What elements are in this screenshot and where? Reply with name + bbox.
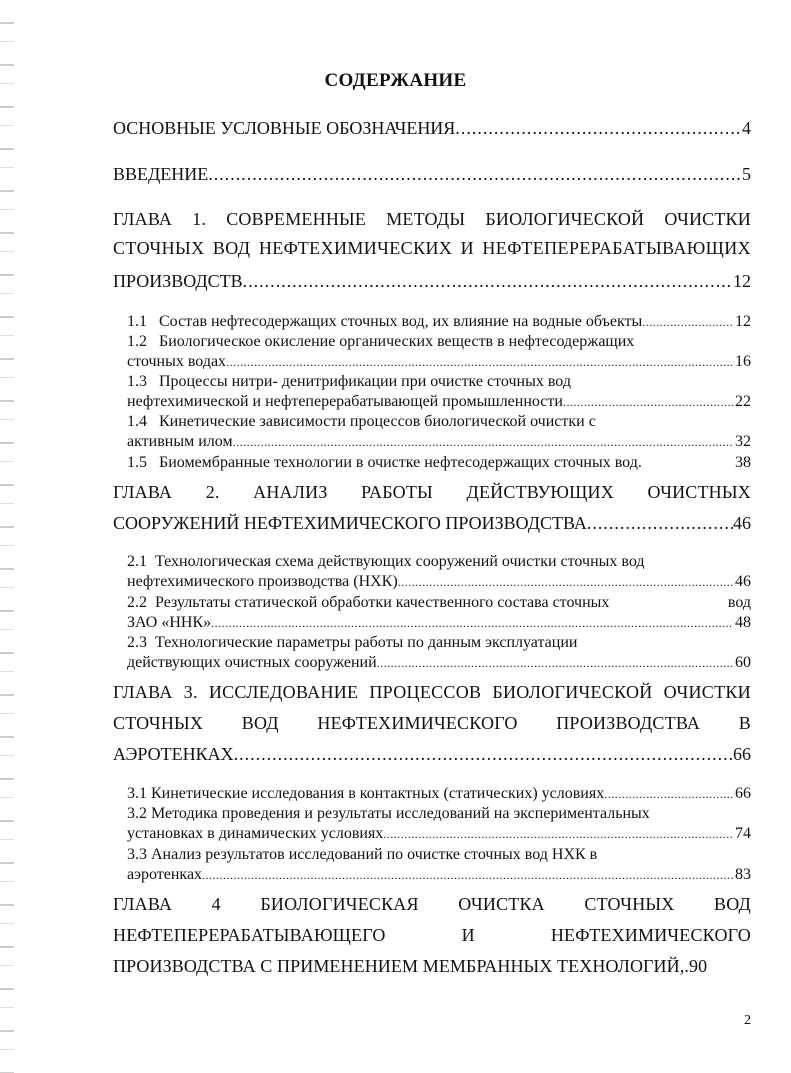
section-2-3-cont: действующих очистных сооружений ..... 60 [127,654,751,672]
chapter4-heading-line3: ПРОИЗВОДСТВА С ПРИМЕНЕНИЕМ МЕМБРАННЫХ ТЕХНОЛОГИЙ ,. 90 [113,956,708,976]
chapter3-heading-line1: ГЛАВА 3. ИССЛЕДОВАНИЕ ПРОЦЕССОВ БИОЛОГИЧЕСКОЙ ОЧИСТКИ [113,682,751,702]
section-3-2: 3.2 Методика проведения и результаты исследований на экспериментальных [127,805,650,822]
section-1-3: 1.3 Процессы нитри- денитрификации при очистке сточных вод [127,373,571,390]
section-2-3: 2.3 Технологические параметры работы по данным эксплуатации [127,634,578,651]
toc-entry-notation: ОСНОВНЫЕ УСЛОВНЫЕ ОБОЗНАЧЕНИЯ ..... 4 [113,118,751,139]
section-3-2-cont: установках в динамических условиях ..... 74 [127,825,751,843]
section-1-5: 1.5 Биомембранные технологии в очистке нефтесодержащих сточных вод. 38 [127,454,751,471]
section-2-2-cont: ЗАО «ННК» ..... 48 [127,614,751,632]
section-2-1-cont: нефтехимического производства (НХК) ..... 46 [127,573,751,591]
chapter2-heading-line1: ГЛАВА 2. АНАЛИЗ РАБОТЫ ДЕЙСТВУЮЩИХ ОЧИСТНЫХ [113,482,751,502]
chapter4-heading-line1: ГЛАВА 4 БИОЛОГИЧЕСКАЯ ОЧИСТКА СТОЧНЫХ ВОД [113,894,751,914]
chapter1-heading-line1: ГЛАВА 1. СОВРЕМЕННЫЕ МЕТОДЫ БИОЛОГИЧЕСКОЙ ОЧИСТКИ [113,209,751,229]
toc-entry-introduction: ВВЕДЕНИЕ ..... 5 [113,164,751,185]
section-1-1: 1.1 Состав нефтесодержащих сточных вод, их влияние на водные объекты ..... 12 [127,313,751,331]
section-1-4-cont: активным илом ..... 32 [127,433,751,451]
section-2-2: 2.2 Результаты статической обработки качественного состава сточных вод [127,594,751,611]
chapter3-heading-line2: СТОЧНЫХ ВОД НЕФТЕХИМИЧЕСКОГО ПРОИЗВОДСТВА В [113,713,751,733]
chapter1-heading-line3: ПРОИЗВОДСТВ ..... 12 [113,271,751,292]
section-3-3: 3.3 Анализ результатов исследований по очистке сточных вод НХК в [127,846,598,863]
chapter3-heading-line3: АЭРОТЕНКАХ ..... 66 [113,744,751,765]
chapter1-heading-line2: СТОЧНЫХ ВОД НЕФТЕХИМИЧЕСКИХ И НЕФТЕПЕРЕРАБАТЫВАЮЩИХ [113,238,751,258]
scan-edge-artifact [0,0,14,1073]
section-1-4: 1.4 Кинетические зависимости процессов биологической очистки с [127,413,596,430]
chapter2-heading-line2: СООРУЖЕНИЙ НЕФТЕХИМИЧЕСКОГО ПРОИЗВОДСТВА ..... 46 [113,513,751,534]
chapter4-heading-line2: НЕФТЕПЕРЕРАБАТЫВАЮЩЕГО И НЕФТЕХИМИЧЕСКОГО [113,925,751,945]
section-2-1: 2.1 Технологическая схема действующих сооружений очистки сточных вод [127,553,645,570]
section-1-3-cont: нефтехимической и нефтеперерабатывающей промышленности ..... 22 [127,393,751,411]
page-number: 2 [744,1013,751,1028]
page-title: СОДЕРЖАНИЕ [324,70,467,91]
section-3-1: 3.1 Кинетические исследования в контактных (статических) условиях ..... 66 [127,785,751,803]
section-3-3-cont: аэротенках ..... 83 [127,866,751,884]
section-1-2: 1.2 Биологическое окисление органических веществ в нефтесодержащих [127,333,635,350]
section-1-2-cont: сточных водах ..... 16 [127,353,751,371]
